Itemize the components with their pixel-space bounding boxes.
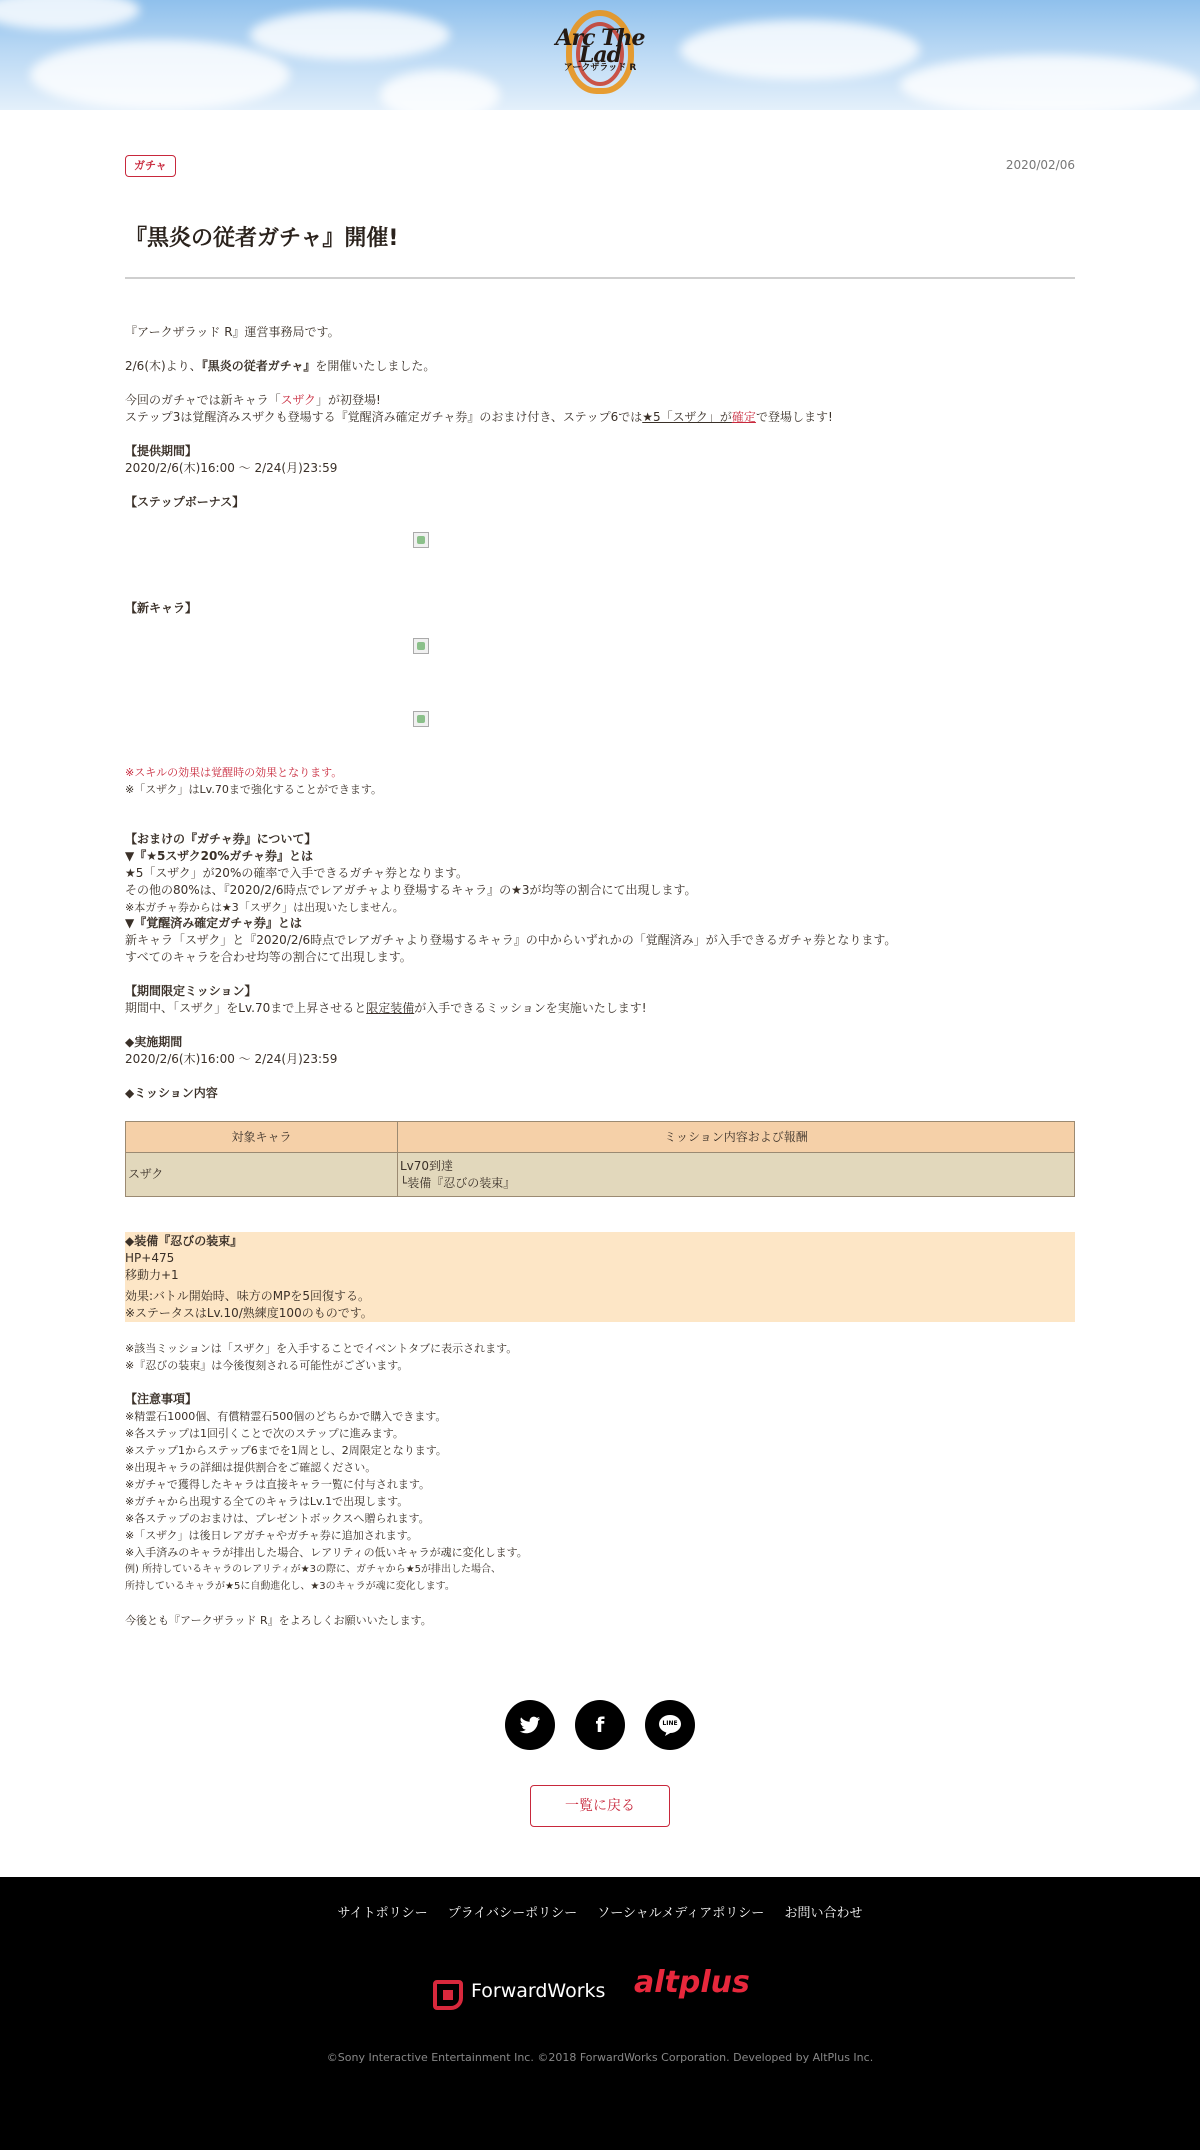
equip-status: ※ステータスはLv.10/熟練度100のものです。 [125, 1306, 373, 1320]
footer-link-contact[interactable]: お問い合わせ [784, 1906, 863, 1921]
forwardworks-text: ForwardWorks [471, 1980, 606, 2002]
table-cell-char: スザク [126, 1153, 398, 1197]
equip-hp: HP+475 [125, 1251, 175, 1265]
closing-text: 今後とも『アークザラッド R』をよろしくお願いいたします。 [125, 1614, 432, 1627]
impl-heading: ◆実施期間 [125, 1035, 183, 1049]
footer-link-site-policy[interactable]: サイトポリシー [337, 1906, 428, 1921]
period-text: 2020/2/6(木)16:00 〜 2/24(月)23:59 [125, 461, 338, 475]
step-text: ステップ3は覚醒済みスザクも登場する『覚醒済み確定ガチャ券』のおまけ付き、ステップ6では★5「スザク」が確定で登場します! [125, 410, 833, 424]
ticket1-line1: ★5「スザク」が20%の確率で入手できるガチャ券となります。 [125, 866, 469, 880]
ticket1-heading: ▼『★5スザク20%ガチャ券』とは [125, 849, 313, 863]
table-row [126, 1153, 1075, 1197]
category-tag[interactable]: ガチャ [125, 155, 176, 177]
example-line-2: 所持しているキャラが★5に自動進化し、★3のキャラが魂に変化します。 [125, 1581, 455, 1592]
facebook-icon: f [595, 1713, 605, 1737]
caution-heading: 【注意事項】 [125, 1392, 198, 1406]
line-icon-label: LINE [662, 1720, 678, 1727]
new-char-text: 今回のガチャでは新キャラ「スザク」が初登場! [125, 393, 381, 407]
back-to-list-button[interactable]: 一覧に戻る [530, 1785, 670, 1827]
table-header-reward: ミッション内容および報酬 [398, 1122, 1075, 1153]
twitter-share-button[interactable] [505, 1700, 555, 1750]
ticket-heading: 【おまけの『ガチャ券』について】 [125, 832, 317, 846]
impl-period: 2020/2/6(木)16:00 〜 2/24(月)23:59 [125, 1052, 338, 1066]
caution-item: ※「スザク」は後日レアガチャやガチャ券に追加されます。 [125, 1529, 418, 1542]
post-note-2: ※『忍びの装束』は今後復刻される可能性がございます。 [125, 1359, 409, 1372]
caution-item: ※ガチャで獲得したキャラは直接キャラ一覧に付与されます。 [125, 1478, 431, 1491]
content-heading: ◆ミッション内容 [125, 1086, 218, 1100]
altplus-logo[interactable]: altplus [634, 1965, 750, 2000]
skill-note: ※スキルの効果は覚醒時の効果となります。 [125, 766, 343, 779]
caution-item: ※入手済みのキャラが排出した場合、レアリティの低いキャラが魂に変化します。 [125, 1546, 528, 1559]
table-cell-reward: Lv70到達 └装備『忍びの装束』 [398, 1153, 1075, 1197]
twitter-icon [505, 1700, 555, 1750]
footer-links [0, 1905, 1200, 1922]
table-header-row [126, 1122, 1075, 1153]
period-heading: 【提供期間】 [125, 444, 198, 458]
logo-subtitle: アークザラッド R [563, 63, 637, 73]
ticket2-line1: 新キャラ「スザク」と『2020/2/6時点でレアガチャより登場するキャラ』の中からいずれかの「覚醒済み」が入手できるガチャ券となります。 [125, 933, 897, 947]
mission-text: 期間中、「スザク」をLv.70まで上昇させると限定装備が入手できるミッションを実施いたします! [125, 1001, 647, 1015]
footer-link-privacy[interactable]: プライバシーポリシー [447, 1906, 578, 1921]
limited-equip-link[interactable]: 限定装備 [366, 1001, 415, 1015]
footer-link-social-media[interactable]: ソーシャルメディアポリシー [597, 1906, 765, 1921]
logo-title: Arc The Lad [555, 25, 645, 68]
post-note-1: ※該当ミッションは「スザク」を入手することでイベントタブに表示されます。 [125, 1342, 518, 1355]
example-line-1: 例) 所持しているキャラのレアリティが★3の際に、ガチャから★5が排出した場合、 [125, 1564, 502, 1575]
facebook-share-button[interactable] [575, 1700, 625, 1750]
ticket2-line2: すべてのキャラを合わせ均等の割合にて出現します。 [125, 950, 412, 964]
lv-note: ※「スザク」はLv.70まで強化することができます。 [125, 783, 382, 796]
equip-heading: ◆装備『忍びの装束』 [125, 1234, 243, 1248]
table-header-char: 対象キャラ [126, 1122, 398, 1153]
equip-move: 移動力+1 [125, 1268, 179, 1282]
ticket1-line2: その他の80%は、『2020/2/6時点でレアガチャより登場するキャラ』の★3が均等の割合にて出現します。 [125, 883, 697, 897]
new-char-image-1 [413, 638, 429, 654]
caution-item: ※精霊石1000個、有償精霊石500個のどちらかで購入できます。 [125, 1410, 447, 1423]
title-divider [125, 277, 1075, 279]
caution-item: ※ステップ1からステップ6までを1周とし、2周限定となります。 [125, 1444, 447, 1457]
intro-text: 『アークザラッド R』運営事務局です。 [125, 325, 340, 339]
page-title: 『黒炎の従者ガチャ』開催! [125, 226, 399, 251]
new-char-image-2 [413, 711, 429, 727]
equip-effect: 効果:バトル開始時、味方のMPを5回復する。 [125, 1289, 371, 1303]
step-bonus-image [413, 532, 429, 548]
bonus-heading: 【ステップボーナス】 [125, 495, 245, 509]
caution-item: ※出現キャラの詳細は提供割合をご確認ください。 [125, 1461, 377, 1474]
caution-item: ※各ステップのおまけは、プレゼントボックスへ贈られます。 [125, 1512, 430, 1525]
header-banner [0, 0, 1200, 110]
caution-item: ※ガチャから出現する全てのキャラはLv.1で出現します。 [125, 1495, 409, 1508]
announce-text: 2/6(木)より、『黒炎の従者ガチャ』を開催いたしました。 [125, 359, 436, 373]
new-char-heading: 【新キャラ】 [125, 601, 198, 615]
forwardworks-mark-icon [433, 1980, 463, 2010]
ticket1-line3: ※本ガチャ券からは★3「スザク」は出現いたしません。 [125, 901, 404, 914]
footer [0, 1877, 1200, 2150]
ticket2-heading: ▼『覚醒済み確定ガチャ券』とは [125, 916, 302, 930]
mission-heading: 【期間限定ミッション】 [125, 984, 257, 998]
publish-date: 2020/02/06 [1005, 158, 1075, 172]
copyright: ©Sony Interactive Entertainment Inc. ©2018 ForwardWorks Corporation. Developed by AltPlus Inc. [326, 2051, 874, 2064]
caution-item: ※各ステップは1回引くことで次のステップに進みます。 [125, 1427, 404, 1440]
mission-table [125, 1121, 1075, 1197]
game-logo[interactable] [552, 8, 648, 96]
line-share-button[interactable] [645, 1700, 695, 1750]
